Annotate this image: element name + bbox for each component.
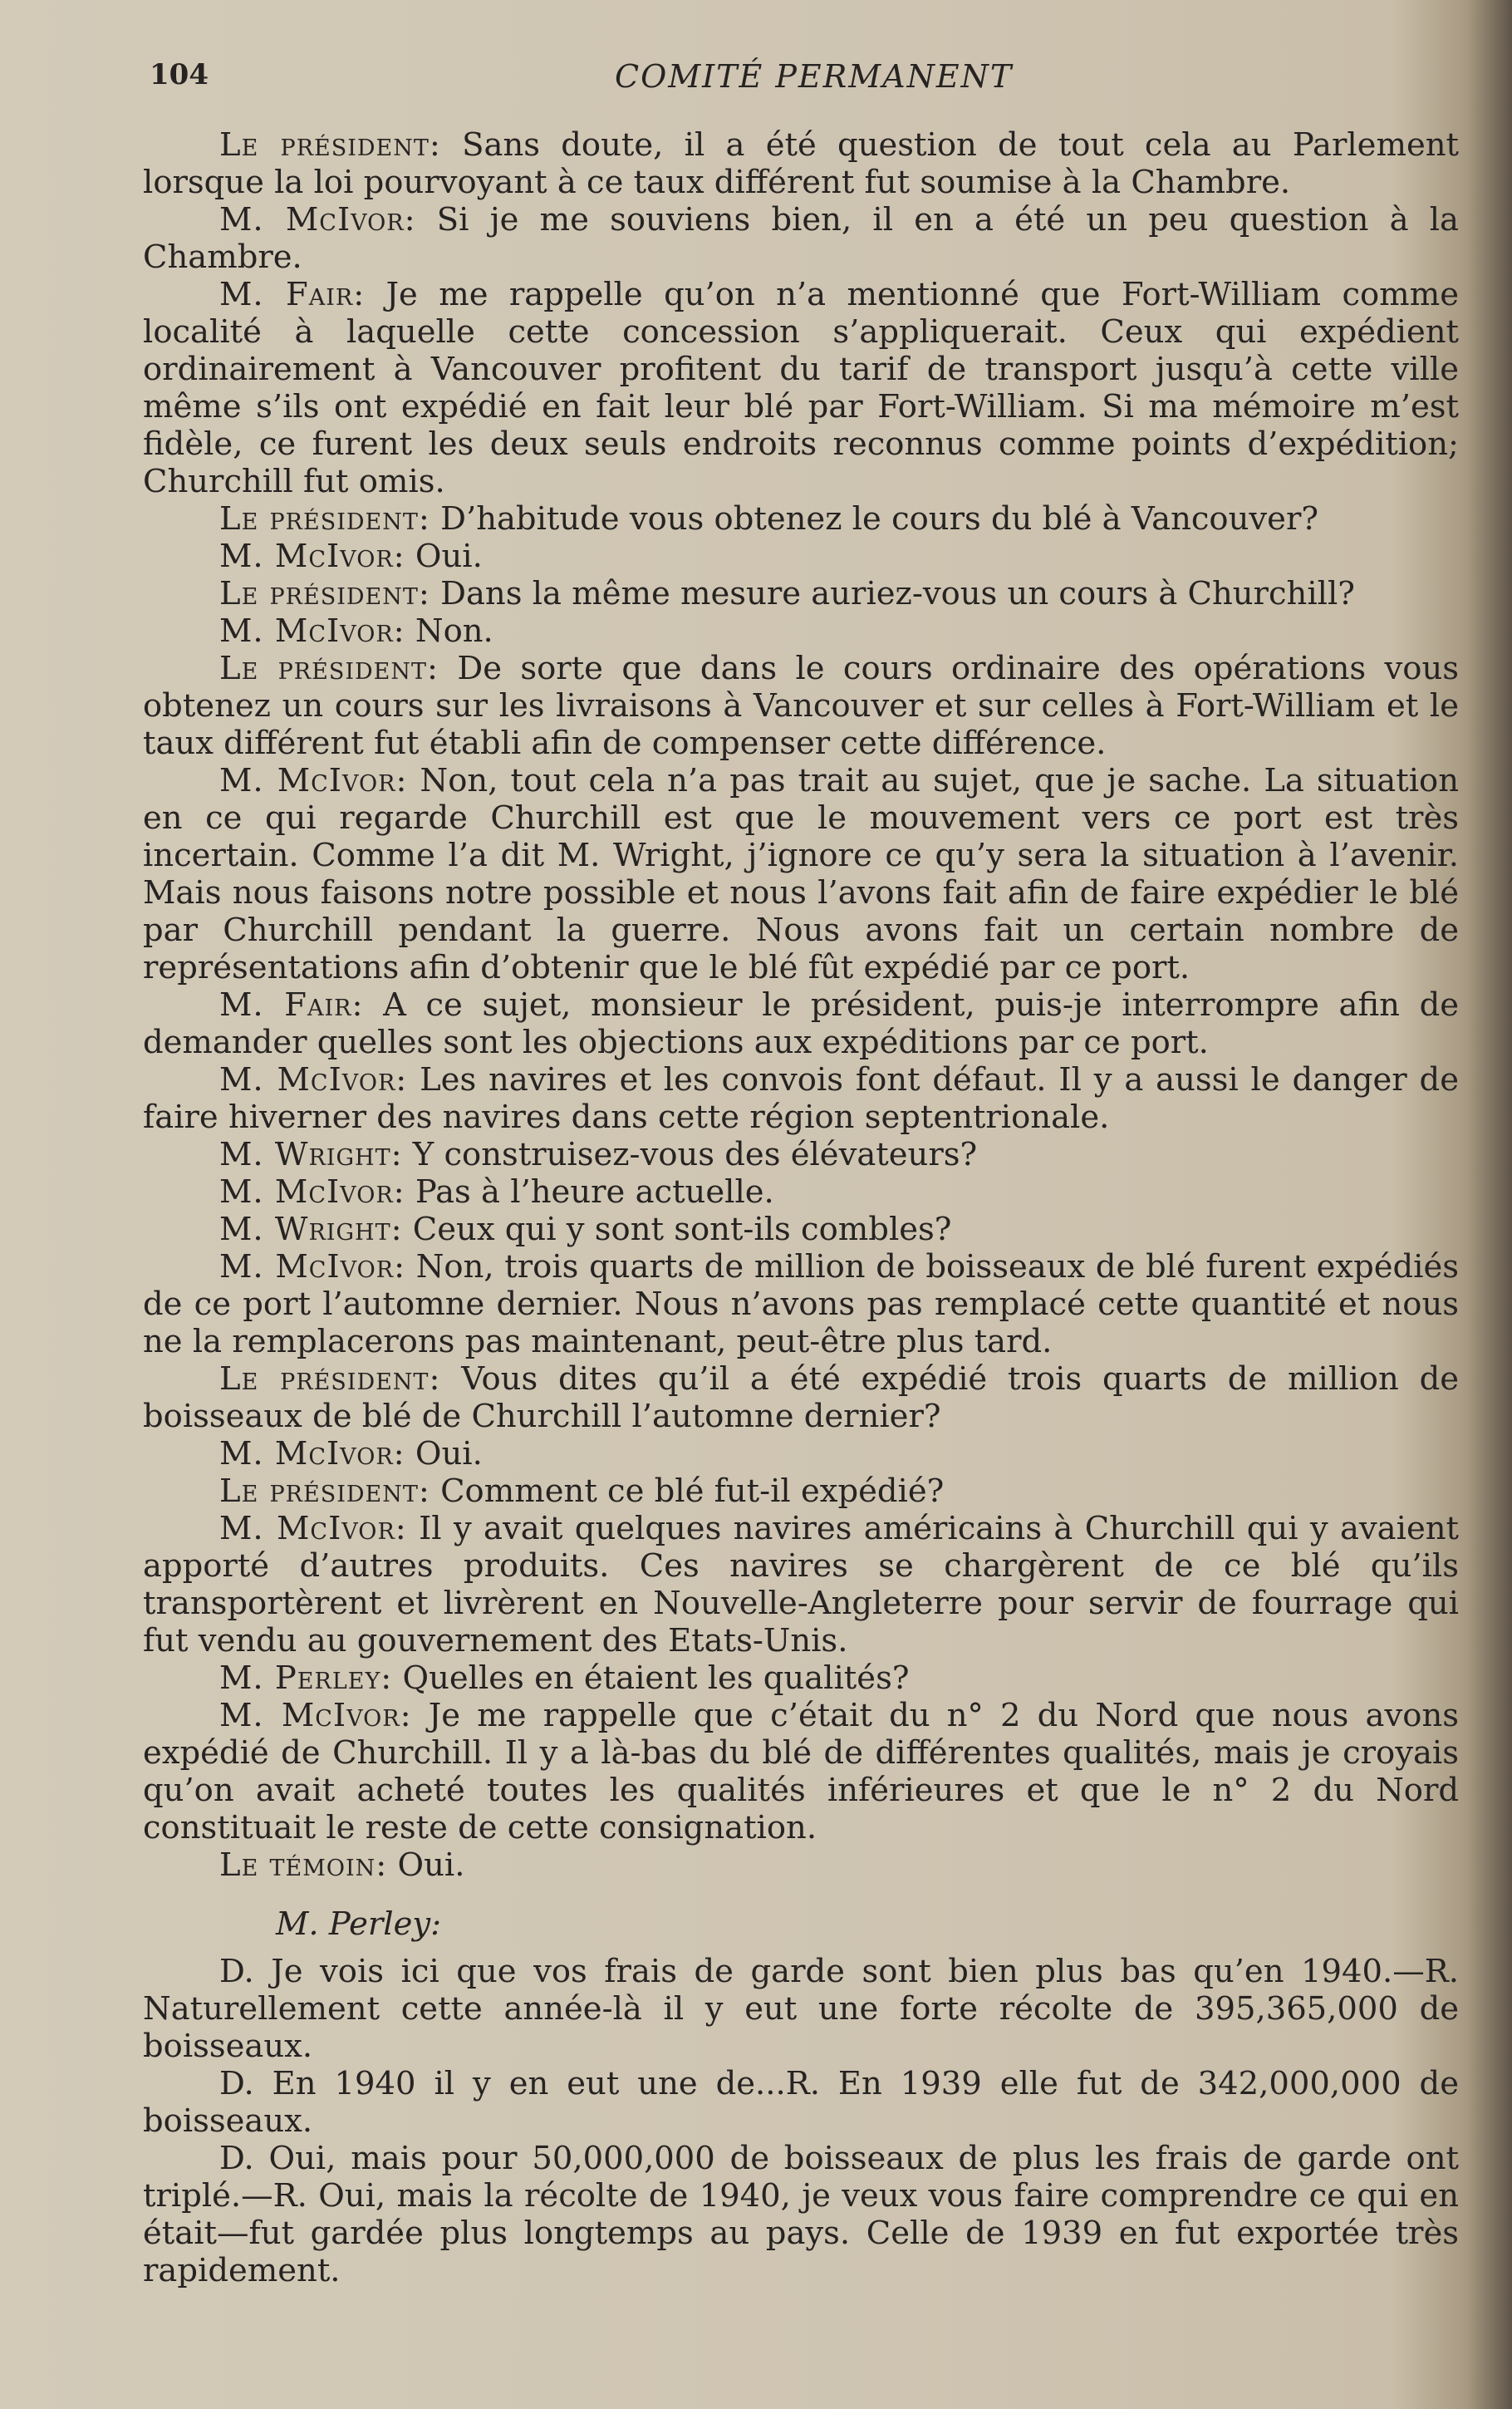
testimony-paragraph	[143, 126, 1459, 201]
speaker-label: M. McIvor:	[219, 1248, 406, 1286]
speech-text: Y construisez-vous des élévateurs?	[402, 1136, 978, 1173]
testimony-paragraph	[143, 1846, 1459, 1884]
speaker-label: Le président:	[219, 1360, 441, 1398]
testimony-paragraph	[143, 1211, 1459, 1248]
testimony-paragraph	[143, 1472, 1459, 1510]
speaker-label: M. McIvor:	[219, 1173, 405, 1211]
speech-text: Sans doute, il a été question de tout cela au Parlement lorsque la loi pourvoyant à ce taux différent fut soumise à la Chambre.	[143, 126, 1460, 201]
document-body	[143, 126, 1459, 2289]
speaker-label: M. Fair:	[219, 276, 366, 313]
speech-text: Comment ce blé fut-il expédié?	[430, 1472, 945, 1510]
speech-text: A ce sujet, monsieur le président, puis-je interrompre afin de demander quelles sont les objections aux expéditions par ce port.	[143, 986, 1459, 1061]
speech-text: Vous dites qu’il a été expédié trois quarts de million de boisseaux de blé de Churchill l’automne dernier?	[143, 1360, 1460, 1435]
speech-text: Non.	[405, 612, 493, 650]
testimony-paragraph	[143, 650, 1459, 762]
testimony-paragraph	[143, 1510, 1459, 1659]
speaker-label: M. McIvor:	[219, 201, 416, 238]
testimony-paragraph	[143, 201, 1459, 276]
testimony-paragraph	[143, 276, 1459, 500]
speech-text: Oui.	[405, 1435, 483, 1472]
testimony-paragraph	[143, 1136, 1459, 1173]
speech-text: De sorte que dans le cours ordinaire des opérations vous obtenez un cours sur les livraisons à Vancouver et sur celles à Fort-William et le taux différent fut établi afin de compenser cette différence.	[143, 650, 1460, 762]
testimony-paragraph	[143, 986, 1459, 1061]
speaker-label: M. McIvor:	[219, 612, 405, 650]
speech-text: Quelles en étaient les qualités?	[392, 1659, 910, 1697]
examiner-subheading: M. Perley:	[276, 1905, 442, 1943]
testimony-paragraph	[143, 1659, 1459, 1697]
speech-text: Je me rappelle que c’était du n° 2 du Nord que nous avons expédié de Churchill. Il y a là-bas du blé de différentes qualités, mais je croyais qu’on avait acheté toutes les qualités inférieures et que le n° 2 du Nord constituait le reste de cette consignation.	[143, 1697, 1459, 1846]
speaker-label: Le président:	[219, 126, 441, 164]
speech-text: Si je me souviens bien, il en a été un peu question à la Chambre.	[143, 201, 1459, 276]
speech-text: Les navires et les convois font défaut. Il y a aussi le danger de faire hiverner des navires dans cette région septentrionale.	[143, 1061, 1459, 1136]
testimony-paragraph	[143, 612, 1459, 650]
speech-text: Non, tout cela n’a pas trait au sujet, que je sache. La situation en ce qui regarde Churchill est que le mouvement vers ce port est très incertain. Comme l’a dit M. Wright, j’ignore ce qu’y sera la situation à l’avenir. Mais nous faisons notre possible et nous l’avons fait afin de faire expédier le blé par Churchill pendant la guerre. Nous avons fait un certain nombre de représentations afin d’obtenir que le blé fût expédié par ce port.	[143, 762, 1459, 986]
running-head: COMITÉ PERMANENT	[615, 58, 1014, 95]
speaker-label: M. McIvor:	[219, 538, 405, 575]
testimony-paragraph	[143, 538, 1459, 575]
speech-text: Pas à l’heure actuelle.	[405, 1173, 774, 1211]
speaker-label: M. Wright:	[219, 1211, 403, 1248]
speech-text: Oui.	[387, 1846, 465, 1884]
speaker-label: M. Perley:	[219, 1659, 393, 1697]
speaker-label: M. McIvor:	[219, 762, 408, 799]
qa-paragraph: D. En 1940 il y en eut une de...R. En 1939 elle fut de 342,000,000 de boisseaux.	[143, 2065, 1459, 2140]
qa-paragraph: D. Oui, mais pour 50,000,000 de boisseaux de plus les frais de garde ont triplé.—R. Oui, mais la récolte de 1940, je veux vous faire comprendre ce qui en était—fut gardée plus longtemps au pays. Celle de 1939 en fut exportée très rapidement.	[143, 2140, 1459, 2289]
testimony-paragraph	[143, 1248, 1459, 1360]
speaker-label: M. McIvor:	[219, 1061, 408, 1099]
speaker-label: Le président:	[219, 500, 430, 538]
speaker-label: Le témoin:	[219, 1846, 388, 1884]
speaker-label: M. McIvor:	[219, 1435, 405, 1472]
speech-text: D’habitude vous obtenez le cours du blé à Vancouver?	[430, 500, 1318, 538]
testimony-paragraph	[143, 575, 1459, 612]
speaker-label: Le président:	[219, 1472, 430, 1510]
testimony-paragraph	[143, 1435, 1459, 1472]
testimony-paragraph	[143, 762, 1459, 986]
speech-text: Je me rappelle qu’on n’a mentionné que Fort-William comme localité à laquelle cette concession s’appliquerait. Ceux qui expédient ordinairement à Vancouver profitent du tarif de transport jusqu’à cette ville même s’ils ont expédié en fait leur blé par Fort-William. Si ma mémoire m’est fidèle, ce furent les deux seuls endroits reconnus comme points d’expédition; Churchill fut omis.	[143, 276, 1459, 500]
testimony-paragraph	[143, 1360, 1459, 1435]
speaker-label: Le président:	[219, 650, 439, 687]
testimony-paragraph	[143, 1061, 1459, 1136]
speech-text: Ceux qui y sont sont-ils combles?	[402, 1211, 952, 1248]
speaker-label: M. McIvor:	[219, 1697, 412, 1734]
question-answer-paragraphs	[143, 1953, 1459, 2289]
speech-text: Non, trois quarts de million de boisseaux de blé furent expédiés de ce port l’automne dernier. Nous n’avons pas remplacé cette quantité et nous ne la remplacerons pas maintenant, peut-être plus tard.	[143, 1248, 1459, 1360]
speaker-label: M. Wright:	[219, 1136, 403, 1173]
testimony-paragraph	[143, 500, 1459, 538]
speech-text: Dans la même mesure auriez-vous un cours à Churchill?	[430, 575, 1355, 612]
speaker-label: M. Fair:	[219, 986, 364, 1024]
testimony-paragraph	[143, 1173, 1459, 1211]
testimony-paragraphs	[143, 126, 1459, 1884]
page-number: 104	[150, 58, 209, 91]
speech-text: Oui.	[405, 538, 483, 575]
speech-text: Il y avait quelques navires américains à Churchill qui y avaient apporté d’autres produits. Ces navires se chargèrent de ce blé qu’ils transportèrent et livrèrent en Nouvelle-Angleterre pour servir de fourrage qui fut vendu au gouvernement des Etats-Unis.	[143, 1510, 1459, 1659]
page-header	[150, 58, 1446, 100]
speaker-label: M. McIvor:	[219, 1510, 407, 1547]
testimony-paragraph	[143, 1697, 1459, 1846]
speaker-label: Le président:	[219, 575, 430, 612]
qa-paragraph: D. Je vois ici que vos frais de garde sont bien plus bas qu’en 1940.—R. Naturellement cette année-là il y eut une forte récolte de 395,365,000 de boisseaux.	[143, 1953, 1459, 2065]
